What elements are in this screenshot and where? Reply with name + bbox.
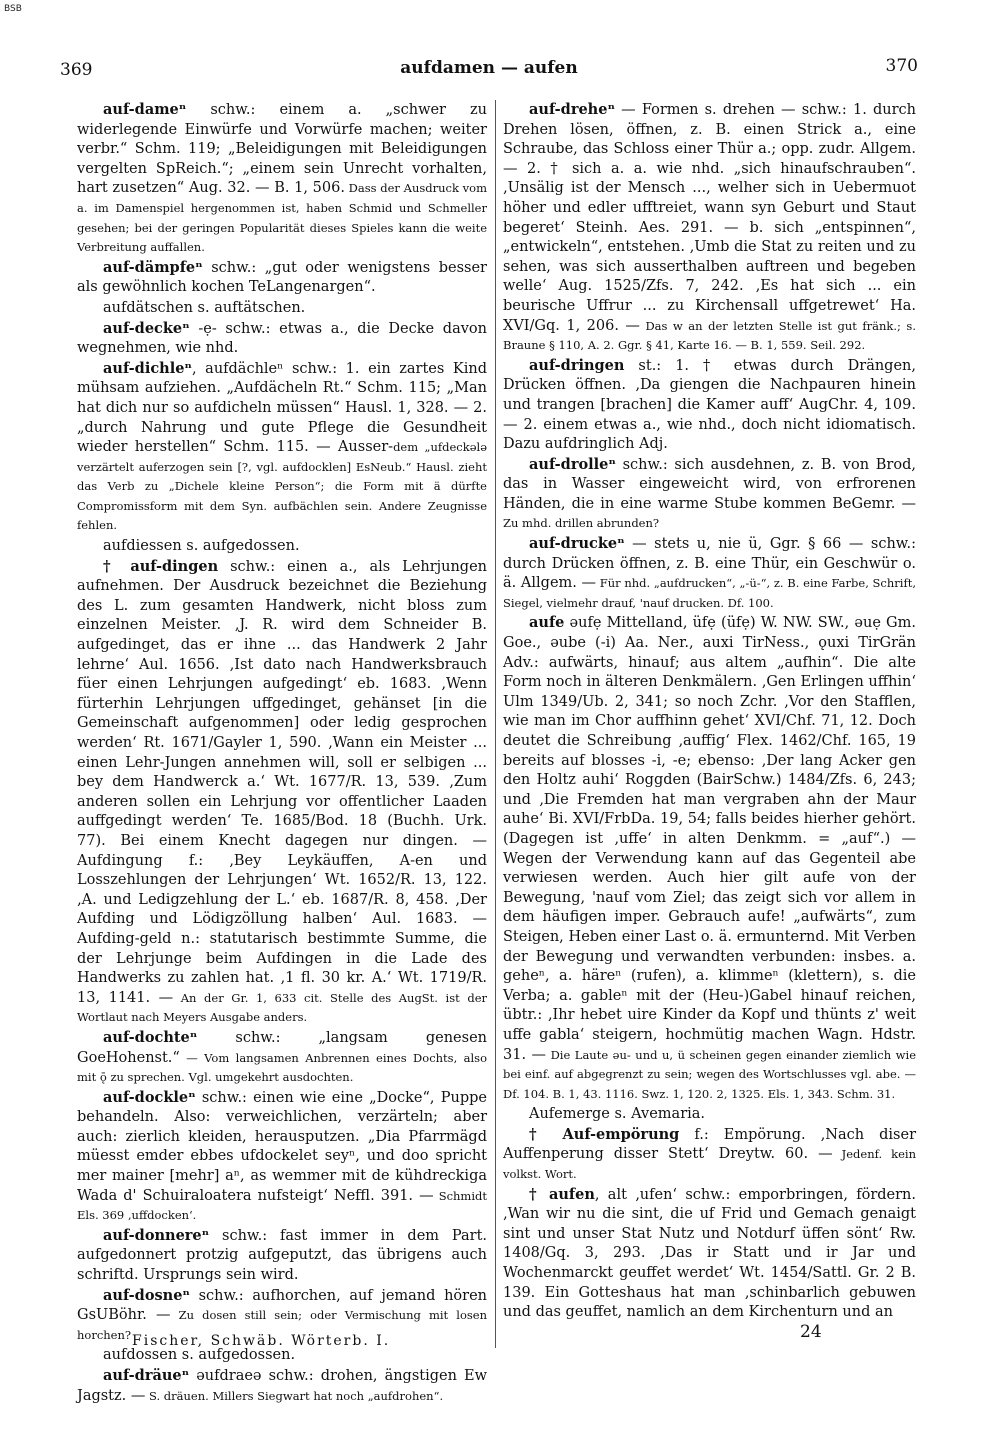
entry-text: schw.: einen wie eine „Docke“, Puppe behandeln. Also: verweichlichen, verzärteln; aber auch: zierlich kleiden, herausputzen. „Dia Pfarrmägd müesst emder ebbes ufdockelet seyⁿ, und doo spricht mer mainer [mehr] aⁿ, as wemmer mit de kühdreckiga Wada d' Schuiraloatera nufsteigt‘ Neffl. 391. — — [77, 1089, 487, 1204]
entry — [77, 359, 487, 536]
entry-lemma: auf-dichleⁿ — [103, 359, 192, 377]
entry-lemma: auf-dringen — [529, 356, 625, 374]
entry-text: Aufemerge s. Avemaria. — [529, 1106, 706, 1123]
entry — [503, 1185, 916, 1323]
entry-lemma: auf-druckeⁿ — [529, 535, 625, 553]
entry-lemma: auf-deckeⁿ — [103, 319, 190, 337]
entry-lemma: auf-dämpfeⁿ — [103, 258, 203, 276]
entry-text: st.: 1. † etwas durch Drängen, Drücken öffnen. ‚Da giengen die Nachpauren hinein und trangen [brachen] die Kamer auff‘ AugChr. 4, 109. — 2. einem etwas a., wie nhd., doch nicht idiomatisch. Dazu aufdringlich Adj. — [503, 357, 916, 453]
entry-text: aufdossen s. aufgedossen. — [103, 1347, 296, 1364]
entry-lemma: auf-dameⁿ — [103, 101, 187, 118]
entry-text: — Formen s. drehen — schw.: 1. durch Drehen lösen, öffnen, z. B. einen Strick a., eine Schraube, das Schloss einer Thür a.; opp. zudr. Allgem. — 2. † sich a. a. wie nhd. „sich hinaufschrauben“. ‚Unsälig ist der Mensch ..., welher sich in Uebermuot höher und edler ufftreiet, wann syn Geburt und Staut begeret‘ Steinh. Aes. 291. — b. sich „entspinnen“, „entwickeln“, entstehen. ‚Umb die Stat zu reiten und zu sehen, was sich ausserthalben auftreen und begeben welle‘ Aug. 1525/Zfs. 7, 242. ‚Es hat sich ... ein beurische Uffrur ... zu Kirchensall uffgetrewet‘ Ha. XVI/Gq. 1, 206. — — [503, 102, 916, 334]
entry-note: Die Laute əu- und u, ü scheinen gegen einander ziemlich wie bei einf. auf abgegrenzt zu sein; wegen des Wortschlusses vgl. abe. — Df. 104. B. 1, 43. 1116. Swz. 1, 120. 2, 1325. Els. 1, 343. Schm. 31. — [503, 1047, 916, 1101]
entry — [77, 557, 487, 1028]
column-divider — [495, 100, 496, 1348]
entry-text: schw.: „gut oder wenigstens besser als gewöhnlich kochen TeLangenargen“. — [77, 259, 487, 296]
entry-lemma: auf-dräueⁿ — [103, 1367, 190, 1384]
entry — [503, 100, 916, 356]
library-stamp: BSB — [4, 4, 22, 14]
sheet-number: 24 — [800, 1322, 822, 1342]
entry-lemma: auf-dosneⁿ — [103, 1286, 190, 1304]
entry-note: Das w an der letzten Stelle ist gut fränk.; s. Braune § 110, A. 2. Ggr. § 41, Karte 16. — B. 1, 559. Seil. 292. — [503, 318, 916, 353]
entry-text: aufdätschen s. auftätschen. — [103, 299, 306, 316]
entry-lemma: aufe — [529, 614, 565, 632]
entry-lemma: auf-donnereⁿ — [103, 1226, 210, 1244]
entry — [503, 1125, 916, 1185]
entry-note: Zu mhd. drillen abrunden? — [503, 516, 660, 531]
entry — [503, 534, 916, 613]
page-header — [60, 56, 918, 82]
entry — [77, 536, 487, 557]
entry-text: schw.: fast immer in dem Part. aufgedonnert protzig aufgeputzt, das übrigens auch schriftd. Ursprungs sein wird. — [77, 1227, 487, 1284]
entry — [503, 1104, 916, 1125]
entry — [77, 298, 487, 319]
right-column — [503, 100, 916, 1340]
entry-note: S. dräuen. Millers Siegwart hat noch „aufdrohen“. — [145, 1388, 444, 1403]
entry — [77, 319, 487, 359]
entry-text: aufdiessen s. aufgedossen. — [103, 538, 300, 555]
entry — [77, 1226, 487, 1286]
entry — [503, 455, 916, 534]
entry-lemma: auf-dreheⁿ — [529, 101, 615, 118]
page-number-right: 370 — [885, 56, 918, 76]
entry — [77, 258, 487, 298]
entry — [77, 100, 487, 258]
entry-lemma: † Auf-empörung — [529, 1125, 680, 1143]
entry-text: , aufdächleⁿ schw.: 1. ein zartes Kind mühsam aufziehen. „Aufdächeln Rt.“ Schm. 115; „Man hat dich nur so aufdicheln müssen“ Hausl. 1, 328. — 2. „durch Nahrung und gute Pflege die Gesundheit wieder herstellen“ Schm. 115. — Ausser- — [77, 360, 487, 456]
entry-text: f.: Empörung. ‚Nach diser Auffenperung disser Stett‘ Dreytw. 60. — — [503, 1126, 917, 1163]
entry-text: -ẹ- schw.: etwas a., die Decke davon wegnehmen, wie nhd. — [77, 320, 487, 357]
entry — [503, 356, 916, 455]
entry — [77, 1366, 487, 1406]
entry-note: Zu dosen still sein; oder Vermischung mit losen horchen? — [77, 1308, 487, 1342]
entry-text: əufdraeə schw.: drohen, ängstigen Ew Jagstz. — — [77, 1368, 487, 1404]
entry-lemma: † aufen — [529, 1185, 595, 1203]
entry-note: — Vom langsamen Anbrennen eines Dochts, also mit ǭ zu sprechen. Vgl. umgekehrt ausdochten. — [77, 1050, 487, 1085]
entry-note: dem „ufdeckələ verzärtelt auferzogen sein [?, vgl. aufdocklen] EsNeub.“ Hausl. zieht das Verb zu „Dichele kleine Person“; die Form mit ä dürfte Compromissform mit dem Syn. aufbächlen sein. Andere Zeugnisse fehlen. — [77, 440, 488, 533]
entry-lemma: † auf-dingen — [103, 557, 219, 575]
entry-text: schw.: einen a., als Lehrjungen aufnehmen. Der Ausdruck bezeichnet die Beziehung des L. zum gesamten Handwerk, nicht bloss zum einzelnen Meister. ‚J. R. wird dem Schneider B. aufgedinget, das er ihne ... das Handwerk 2 Jahr lehrne‘ Aul. 1656. ‚Ist dato nach Handwerksbrauch füer einen Lehrjungen aufgedingt‘ eb. 1683. ‚Wenn fürterhin Lehrjungen uffgedinget, gehänset [in die Gemeinschaft aufgenommen] oder ledig gesprochen werden‘ Rt. 1671/Gayler 1, 590. ‚Wann ein Meister ... einen Lehr-Jungen annehmen will, soll er selbigen ... bey dem Handwerck a.‘ Wt. 1677/R. 13, 539. ‚Zum anderen sollen ein Lehrjung vor offentlicher Laaden auffgedingt werden‘ Te. 1685/Bod. 18 (Buchh. Urk. 77). Bei einem Knecht dagegen nur dingen. — Aufdingung f.: ‚Bey Leykäuffen, A-en und Losszehlungen der Lehrjungen‘ Wt. 1652/R. 13, 122. ‚A. und Ledigzehlung der L.‘ eb. 1687/R. 8, 458. ‚Der Aufding und Lödigzöllung halben‘ Aul. 1683. — Aufding-geld n.: statutarisch bestimmte Summe, die der Lehrjunge beim Aufdingen in die Lade des Handwerks zu zahlen hat. ‚1 fl. 30 kr. A.‘ Wt. 1719/R. 13, 1141. — — [77, 558, 487, 1006]
entry-text: schw.: sich ausdehnen, z. B. von Brod, das in Wasser eingeweicht wird, von erfrorenen Händen, die in eine warme Stube kommen BeGemr. — — [503, 456, 916, 512]
entry — [503, 613, 916, 1104]
entry-text: — stets u, nie ü, Ggr. § 66 — schw.: durch Drücken öffnen, z. B. eine Thür, ein Geschwür o. ä. Allgem. — — [503, 536, 916, 592]
running-title: aufdamen — aufen — [400, 58, 578, 78]
footer-signature: Fischer, Schwäb. Wörterb. I. — [132, 1333, 391, 1349]
entry-text: , alt ‚ufen‘ schw.: emporbringen, fördern. ‚Wan wir nu die sint, die uf Frid und Gemach genaigt sint und unser Stat Nutz und Notdurf üffen sönt‘ Rw. 1408/Gq. 3, 293. ‚Das ir Statt und ir Jar und Wochenmarckt geuffet werdet‘ Wt. 1454/Sattl. Gr. 2 B. 139. Ein Gotteshaus hat man ‚schinbarlich gebuwen und das geuffet, namlich an dem Kirchenturn und an — [503, 1186, 916, 1321]
page-number-left: 369 — [60, 60, 93, 80]
entry — [77, 1028, 487, 1088]
entry-lemma: auf-dochteⁿ — [103, 1028, 198, 1046]
entry-note: Jedenf. kein volkst. Wort. — [503, 1147, 917, 1182]
entry-text: əufẹ Mittelland, üfẹ (üfẹ) W. NW. SW., əuẹ Gm. Goe., əube (-i) Aa. Ner., auxi TirNess., ǫuxi TirGrän Adv.: aufwärts, hinauf; aus altem „aufhin“. Die alte Form noch in älteren Denkmälern. ‚Gen Erlingen uffhin‘ Ulm 1349/Ub. 2, 341; so noch Zchr. ‚Vor den Stafflen, wie man im Chor auffhinn gehet‘ XVI/Chf. 71, 12. Doch deutet die Schreibung ‚auffig‘ Flex. 1462/Chf. 165, 19 bereits auf blosses -i, -e; ebenso: ‚Der lang Acker gen den Holtz auhi‘ Roggden (BairSchw.) 1484/Zfs. 6, 243; und ‚Die Fremden hat man vergraben ahn der Maur auhe‘ Bi. XVI/FrbDa. 19, 54; falls beides hierher gehört. (Dagegen ist ‚uffe‘ in alten Denkmm. = „auf“.) — Wegen der Verwendung kann auf das Gegenteil abe verwiesen werden. Auch hier gilt aufe von der Bewegung, 'nauf vom Ziel; das zeigt sich vor allem in dem häufigen imper. Gebrauch aufe! „aufwärts“, zum Steigen, Heben einer Last o. ä. ermunternd. Mit Verben der Bewegung und verwandten verbunden: insbes. a. geheⁿ, a. häreⁿ (rufen), a. klimmeⁿ (klettern), s. die Verba; a. gableⁿ mit der (Heu-)Gabel hinauf reichen, übtr.: ‚Ihr hebet uire Kinder da Kopf und thünts z' weit uffe gabla‘ steigern, hochmütig machen Wagn. Hdstr. 31. — — [503, 615, 916, 1063]
entry — [77, 1088, 487, 1226]
entry-text: schw.: „langsam genesen GoeHohenst.“ — [77, 1029, 487, 1066]
entry-lemma: auf-drolleⁿ — [529, 455, 616, 473]
entry-note: Für nhd. „aufdrucken“, „-ü-“, z. B. eine Farbe, Schrift, Siegel, vielmehr drauf, 'nauf drucken. Df. 100. — [503, 576, 916, 610]
entry-note: Dass der Ausdruck vom a. im Damenspiel hergenommen ist, haben Schmid und Schmeller gesehen; bei der geringen Popularität dieses Spieles kann die weite Verbreitung auffallen. — [77, 181, 487, 255]
entry-note: Schmidt Els. 369 ‚uffdocken‘. — [77, 1188, 488, 1223]
entry-lemma: auf-dockleⁿ — [103, 1088, 196, 1106]
entry-text: schw.: aufhorchen, auf jemand hören GsUBöhr. — — [77, 1287, 487, 1324]
entry-text: schw.: einem a. „schwer zu widerlegende Einwürfe und Vorwürfe machen; weiter verbr.“ Schm. 119; „Beleidigungen mit Beleidigungen vergelten SpReich.“; „einem sein Unrecht vorhalten, hart zusetzen“ Aug. 32. — B. 1, 506. — [77, 102, 487, 197]
entry-note: An der Gr. 1, 633 cit. Stelle des AugSt. ist der Wortlaut nach Meyers Ausgabe anders. — [77, 990, 487, 1025]
